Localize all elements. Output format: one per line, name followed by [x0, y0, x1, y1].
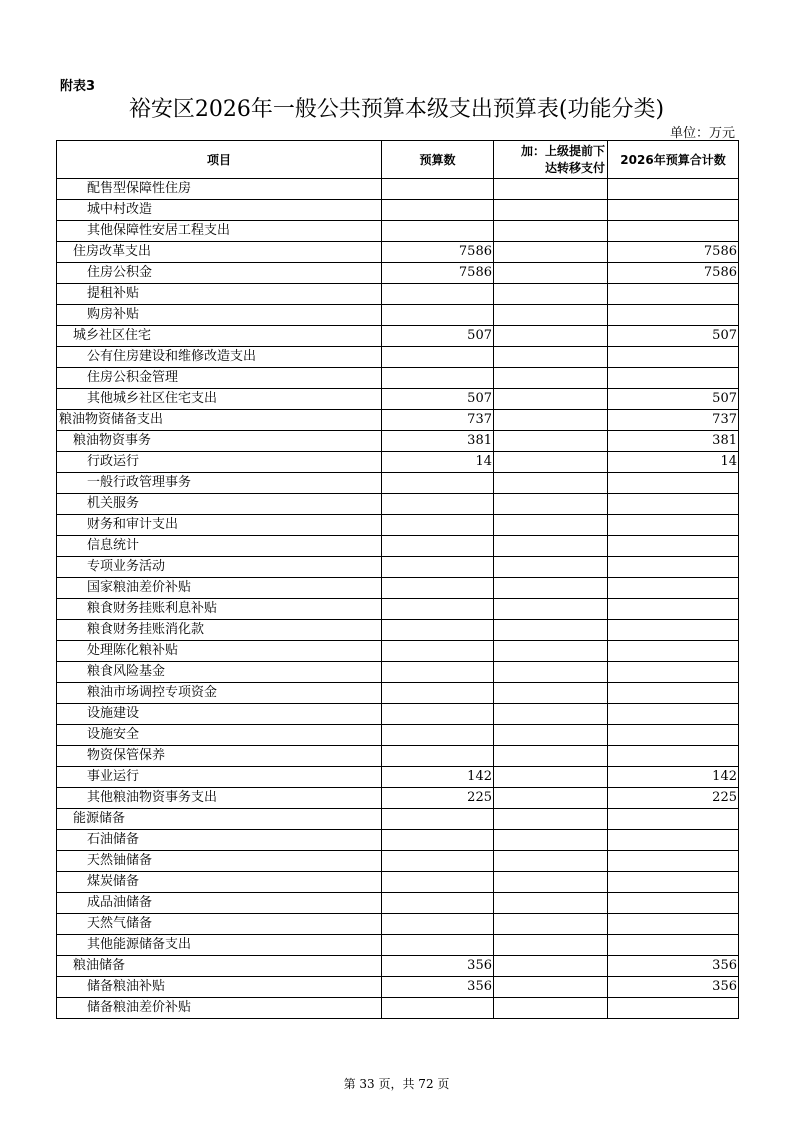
transfer-cell [494, 872, 608, 893]
table-row [57, 662, 739, 683]
transfer-cell [494, 851, 608, 872]
item-name-cell: 设施安全 [57, 725, 382, 746]
table-row [57, 179, 739, 200]
total-cell: 7586 [608, 242, 739, 263]
table-row [57, 200, 739, 221]
transfer-cell [494, 263, 608, 284]
total-cell [608, 473, 739, 494]
transfer-cell [494, 998, 608, 1019]
transfer-cell [494, 620, 608, 641]
item-name-cell: 专项业务活动 [57, 557, 382, 578]
transfer-cell [494, 830, 608, 851]
transfer-cell [494, 557, 608, 578]
budget-cell: 356 [382, 977, 494, 998]
transfer-cell [494, 494, 608, 515]
item-name-cell: 煤炭储备 [57, 872, 382, 893]
total-cell [608, 221, 739, 242]
transfer-cell [494, 305, 608, 326]
budget-cell [382, 284, 494, 305]
item-name-cell: 其他保障性安居工程支出 [57, 221, 382, 242]
total-cell: 225 [608, 788, 739, 809]
budget-cell [382, 746, 494, 767]
table-row [57, 872, 739, 893]
table-row [57, 410, 739, 431]
table-row [57, 704, 739, 725]
budget-cell [382, 998, 494, 1019]
table-row [57, 683, 739, 704]
total-cell [608, 893, 739, 914]
item-name-cell: 购房补贴 [57, 305, 382, 326]
transfer-cell [494, 536, 608, 557]
transfer-cell [494, 431, 608, 452]
budget-cell [382, 305, 494, 326]
page-footer: 第 33 页，共 72 页 [343, 1077, 450, 1091]
budget-cell [382, 641, 494, 662]
transfer-cell [494, 347, 608, 368]
item-name-cell: 粮食风险基金 [57, 662, 382, 683]
total-cell [608, 305, 739, 326]
budget-cell: 507 [382, 389, 494, 410]
budget-cell [382, 515, 494, 536]
item-name-cell: 提租补贴 [57, 284, 382, 305]
total-cell [608, 599, 739, 620]
table-row [57, 473, 739, 494]
budget-cell [382, 830, 494, 851]
item-name-cell: 国家粮油差价补贴 [57, 578, 382, 599]
total-cell [608, 998, 739, 1019]
budget-cell [382, 893, 494, 914]
budget-cell: 737 [382, 410, 494, 431]
item-name-cell: 粮食财务挂账消化款 [57, 620, 382, 641]
item-name-cell: 事业运行 [57, 767, 382, 788]
budget-cell [382, 494, 494, 515]
budget-cell [382, 704, 494, 725]
transfer-cell [494, 578, 608, 599]
transfer-cell [494, 200, 608, 221]
transfer-cell [494, 284, 608, 305]
table-row [57, 242, 739, 263]
table-row [57, 284, 739, 305]
item-name-cell: 粮油物资事务 [57, 431, 382, 452]
budget-cell: 225 [382, 788, 494, 809]
item-name-cell: 石油储备 [57, 830, 382, 851]
header-budget: 预算数 [382, 141, 494, 179]
item-name-cell: 城中村改造 [57, 200, 382, 221]
budget-cell: 381 [382, 431, 494, 452]
budget-cell: 142 [382, 767, 494, 788]
total-cell [608, 536, 739, 557]
table-row [57, 368, 739, 389]
item-name-cell: 设施建设 [57, 704, 382, 725]
transfer-cell [494, 662, 608, 683]
table-row [57, 263, 739, 284]
total-cell [608, 830, 739, 851]
item-name-cell: 行政运行 [57, 452, 382, 473]
total-cell [608, 620, 739, 641]
total-cell [608, 725, 739, 746]
item-name-cell: 住房改革支出 [57, 242, 382, 263]
transfer-cell [494, 452, 608, 473]
budget-cell [382, 179, 494, 200]
budget-cell [382, 578, 494, 599]
total-cell: 142 [608, 767, 739, 788]
budget-cell [382, 851, 494, 872]
total-cell [608, 200, 739, 221]
item-name-cell: 公有住房建设和维修改造支出 [57, 347, 382, 368]
item-name-cell: 天然气储备 [57, 914, 382, 935]
total-cell: 356 [608, 956, 739, 977]
budget-cell [382, 473, 494, 494]
table-row [57, 809, 739, 830]
budget-cell: 356 [382, 956, 494, 977]
transfer-cell [494, 410, 608, 431]
table-row [57, 641, 739, 662]
table-row [57, 620, 739, 641]
total-cell [608, 662, 739, 683]
table-row [57, 326, 739, 347]
item-name-cell: 一般行政管理事务 [57, 473, 382, 494]
transfer-cell [494, 221, 608, 242]
total-cell: 7586 [608, 263, 739, 284]
total-cell [608, 851, 739, 872]
transfer-cell [494, 641, 608, 662]
transfer-cell [494, 956, 608, 977]
transfer-cell [494, 788, 608, 809]
item-name-cell: 能源储备 [57, 809, 382, 830]
transfer-cell [494, 746, 608, 767]
table-row [57, 494, 739, 515]
total-cell [608, 368, 739, 389]
total-cell [608, 179, 739, 200]
transfer-cell [494, 599, 608, 620]
total-cell: 737 [608, 410, 739, 431]
item-name-cell: 信息统计 [57, 536, 382, 557]
item-name-cell: 储备粮油差价补贴 [57, 998, 382, 1019]
transfer-cell [494, 725, 608, 746]
transfer-cell [494, 473, 608, 494]
header-item: 项目 [57, 141, 382, 179]
total-cell [608, 914, 739, 935]
item-name-cell: 成品油储备 [57, 893, 382, 914]
table-header-row [57, 141, 739, 179]
total-cell [608, 872, 739, 893]
total-cell: 14 [608, 452, 739, 473]
transfer-cell [494, 704, 608, 725]
table-row [57, 746, 739, 767]
total-cell [608, 347, 739, 368]
budget-cell [382, 809, 494, 830]
item-name-cell: 处理陈化粮补贴 [57, 641, 382, 662]
transfer-cell [494, 389, 608, 410]
budget-cell [382, 683, 494, 704]
budget-cell [382, 536, 494, 557]
transfer-cell [494, 515, 608, 536]
item-name-cell: 粮食财务挂账利息补贴 [57, 599, 382, 620]
total-cell [608, 578, 739, 599]
header-transfer-line2: 达转移支付 [544, 160, 605, 175]
table-row [57, 221, 739, 242]
item-name-cell: 物资保管保养 [57, 746, 382, 767]
total-cell [608, 641, 739, 662]
item-name-cell: 住房公积金管理 [57, 368, 382, 389]
table-row [57, 599, 739, 620]
table-row [57, 830, 739, 851]
total-cell: 356 [608, 977, 739, 998]
transfer-cell [494, 893, 608, 914]
budget-cell [382, 725, 494, 746]
total-cell [608, 809, 739, 830]
budget-cell: 7586 [382, 242, 494, 263]
total-cell [608, 557, 739, 578]
budget-cell [382, 662, 494, 683]
total-cell [608, 284, 739, 305]
budget-cell [382, 914, 494, 935]
table-row [57, 893, 739, 914]
table-row [57, 515, 739, 536]
header-transfer [494, 141, 608, 179]
budget-cell [382, 935, 494, 956]
total-cell [608, 683, 739, 704]
budget-cell [382, 347, 494, 368]
table-row [57, 977, 739, 998]
budget-cell [382, 200, 494, 221]
table-row [57, 578, 739, 599]
table-row [57, 431, 739, 452]
total-cell [608, 515, 739, 536]
transfer-cell [494, 977, 608, 998]
unit-label: 单位：万元 [669, 126, 735, 141]
header-transfer-line1: 加：上级提前下 [520, 143, 605, 158]
item-name-cell: 其他城乡社区住宅支出 [57, 389, 382, 410]
budget-cell [382, 221, 494, 242]
budget-cell [382, 599, 494, 620]
item-name-cell: 其他能源储备支出 [57, 935, 382, 956]
table-row [57, 998, 739, 1019]
transfer-cell [494, 767, 608, 788]
budget-cell: 507 [382, 326, 494, 347]
item-name-cell: 配售型保障性住房 [57, 179, 382, 200]
transfer-cell [494, 935, 608, 956]
transfer-cell [494, 326, 608, 347]
item-name-cell: 其他粮油物资事务支出 [57, 788, 382, 809]
table-body [57, 179, 739, 1019]
budget-cell [382, 620, 494, 641]
item-name-cell: 城乡社区住宅 [57, 326, 382, 347]
table-row [57, 914, 739, 935]
item-name-cell: 财务和审计支出 [57, 515, 382, 536]
transfer-cell [494, 683, 608, 704]
transfer-cell [494, 914, 608, 935]
table-row [57, 557, 739, 578]
budget-cell [382, 557, 494, 578]
total-cell [608, 746, 739, 767]
page-title: 裕安区2026年一般公共预算本级支出预算表(功能分类) [128, 97, 665, 122]
item-name-cell: 粮油物资储备支出 [57, 410, 382, 431]
transfer-cell [494, 809, 608, 830]
total-cell [608, 704, 739, 725]
table-row [57, 935, 739, 956]
total-cell: 507 [608, 389, 739, 410]
table-row [57, 851, 739, 872]
table-row [57, 347, 739, 368]
total-cell: 507 [608, 326, 739, 347]
table-row [57, 389, 739, 410]
budget-cell: 14 [382, 452, 494, 473]
table-row [57, 305, 739, 326]
table-row [57, 452, 739, 473]
item-name-cell: 粮油储备 [57, 956, 382, 977]
budget-cell [382, 872, 494, 893]
total-cell [608, 494, 739, 515]
item-name-cell: 机关服务 [57, 494, 382, 515]
header-total: 2026年预算合计数 [608, 141, 739, 179]
table-row [57, 767, 739, 788]
transfer-cell [494, 368, 608, 389]
total-cell [608, 935, 739, 956]
item-name-cell: 天然铀储备 [57, 851, 382, 872]
item-name-cell: 粮油市场调控专项资金 [57, 683, 382, 704]
budget-cell: 7586 [382, 263, 494, 284]
attachment-label: 附表3 [60, 79, 96, 94]
transfer-cell [494, 179, 608, 200]
table-row [57, 956, 739, 977]
budget-table [56, 140, 739, 1019]
budget-cell [382, 368, 494, 389]
table-row [57, 725, 739, 746]
table-row [57, 536, 739, 557]
item-name-cell: 储备粮油补贴 [57, 977, 382, 998]
transfer-cell [494, 242, 608, 263]
total-cell: 381 [608, 431, 739, 452]
item-name-cell: 住房公积金 [57, 263, 382, 284]
table-row [57, 788, 739, 809]
